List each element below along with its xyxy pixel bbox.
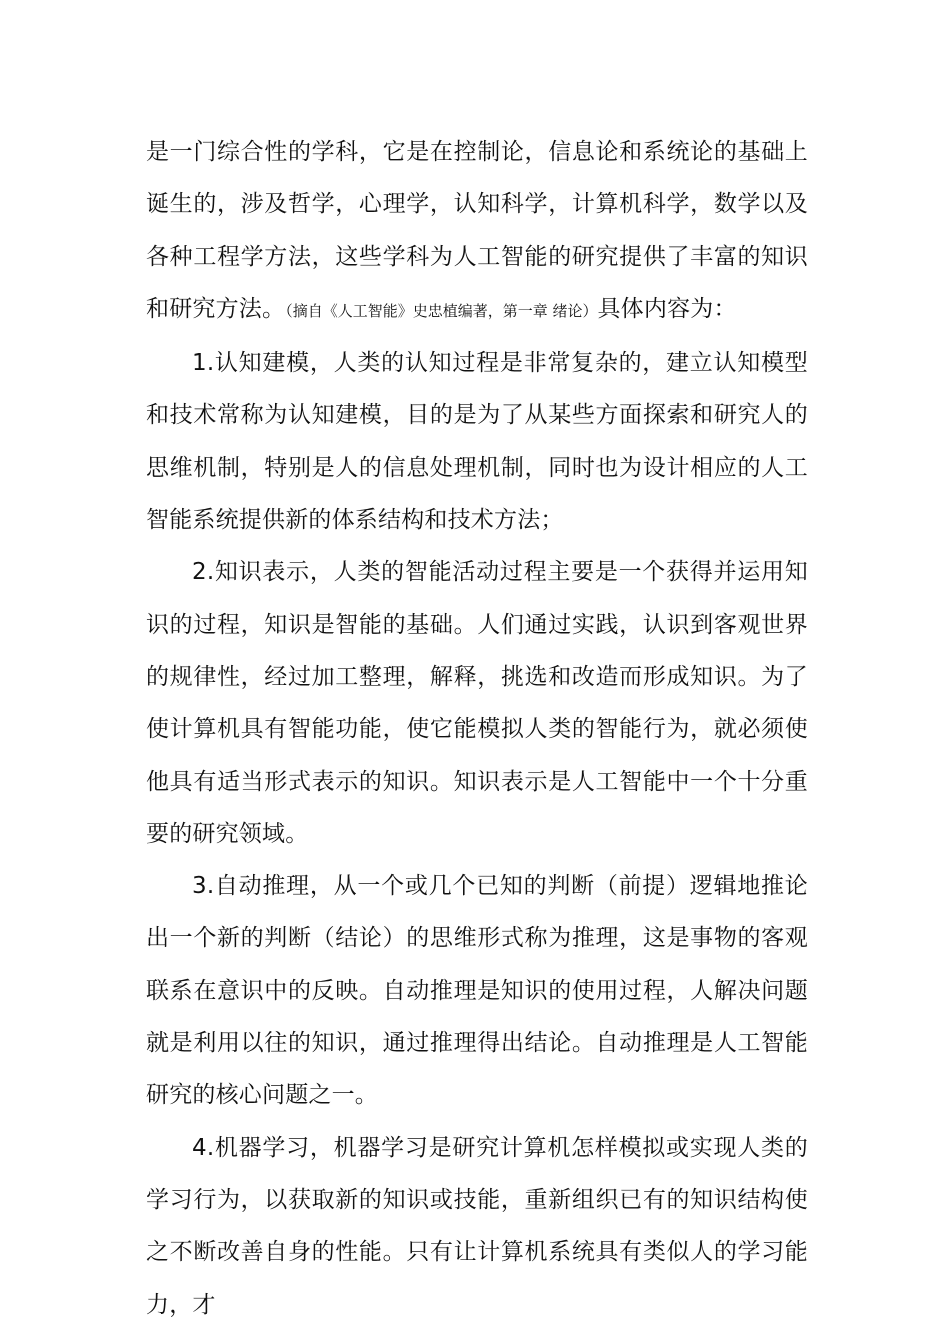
paragraph-cognitive-modeling: 1.认知建模，人类的认知过程是非常复杂的，建立认知模型和技术常称为认知建模，目的是为了从某些方面探索和研究人的思维机制，特别是人的信息处理机制，同时也为设计相应的人工智能系统提供新的体系结构和技术方法； — [146, 350, 808, 534]
paragraph-automated-reasoning: 3.自动推理，从一个或几个已知的判断（前提）逻辑地推论出一个新的判断（结论）的思维形式称为推理，这是事物的客观联系在意识中的反映。自动推理是知识的使用过程，人解决问题就是利用以往的知识，通过推理得出结论。自动推理是人工智能研究的核心问题之一。 — [146, 873, 808, 1109]
paragraph-knowledge-representation: 2.知识表示，人类的智能活动过程主要是一个获得并运用知识的过程，知识是智能的基础。人们通过实践，认识到客观世界的规律性，经过加工整理，解释，挑选和改造而形成知识。为了使计算机具有智能功能，使它能模拟人类的智能行为，就必须使他具有适当形式表示的知识。知识表示是人工智能中一个十分重要的研究领域。 — [146, 559, 808, 847]
citation-note: （摘自《人工智能》史忠植编著，第一章 绪论） — [285, 301, 598, 320]
intro-paragraph — [146, 126, 808, 337]
intro-continuation: 具体内容为： — [597, 295, 737, 322]
intro-text: 是一门综合性的学科，它是在控制论，信息论和系统论的基础上诞生的，涉及哲学，心理学，认知科学，计算机科学，数学以及各种工程学方法，这些学科为人工智能的研究提供了丰富的知识和研究方法。 — [146, 139, 808, 322]
paragraph-machine-learning: 4.机器学习，机器学习是研究计算机怎样模拟或实现人类的学习行为，以获取新的知识或技能，重新组织已有的知识结构使之不断改善自身的性能。只有让计算机系统具有类似人的学习能力，才 — [146, 1134, 808, 1318]
document-body — [146, 126, 808, 1331]
